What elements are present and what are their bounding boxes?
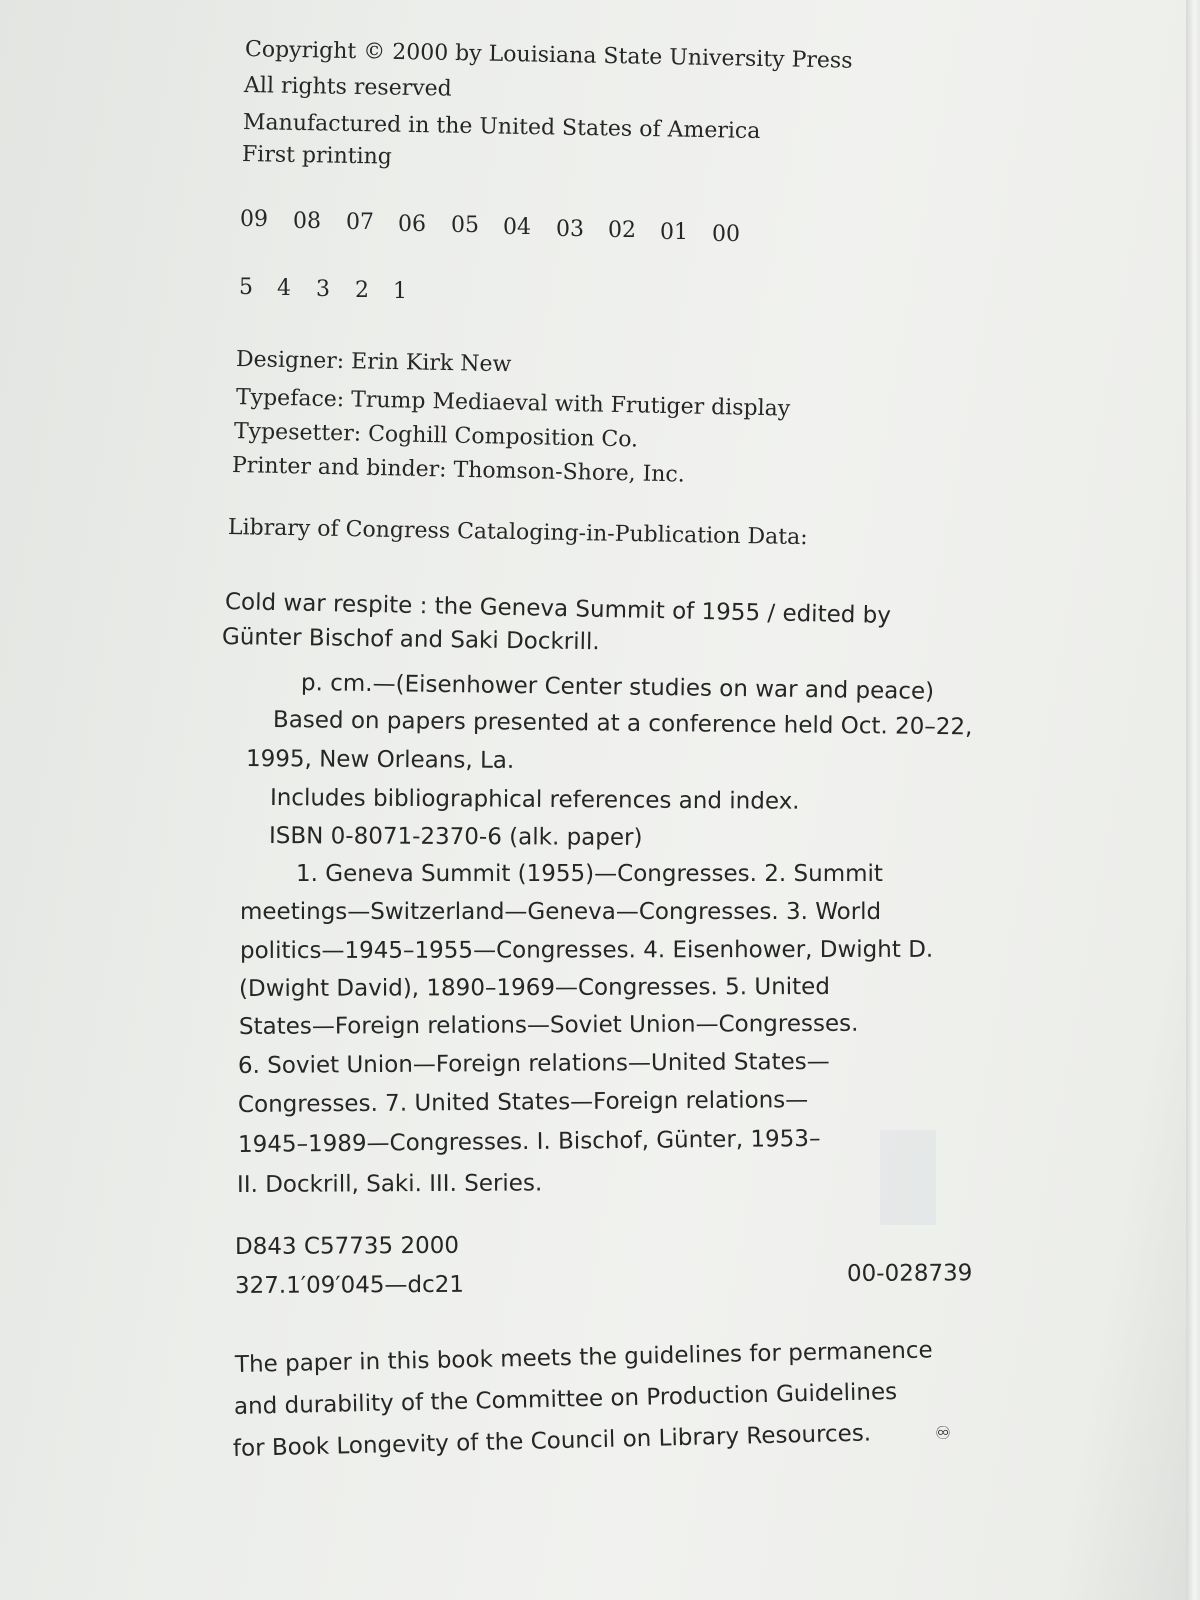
- printing-number: 3: [316, 277, 330, 302]
- cip-line: ISBN 0-8071-2370-6 (alk. paper): [268, 823, 643, 851]
- cip-line: meetings—Switzerland—Geneva—Congresses. 3. World: [240, 899, 882, 925]
- cip-line: 6. Soviet Union—Foreign relations—United States—: [237, 1048, 830, 1079]
- printing-year: 01: [660, 220, 688, 245]
- cip-line: II. Dockrill, Saki. III. Series.: [236, 1170, 543, 1198]
- printing-year: 02: [608, 218, 636, 243]
- printing-number: 4: [277, 276, 291, 301]
- cip-line: 1. Geneva Summit (1955)—Congresses. 2. Summit: [296, 861, 883, 887]
- typesetter-line: Typesetter: Coghill Composition Co.: [233, 419, 639, 453]
- cip-line: States—Foreign relations—Soviet Union—Congresses.: [238, 1010, 859, 1040]
- cip-line: 1995, New Orleans, La.: [245, 746, 515, 774]
- cip-heading: Library of Congress Cataloging-in-Publication Data:: [227, 515, 808, 551]
- copyright-line: Copyright © 2000 by Louisiana State University Press: [244, 37, 853, 74]
- dewey-number: 327.1′09′045—dc21: [234, 1271, 465, 1299]
- cip-line: politics—1945–1955—Congresses. 4. Eisenhower, Dwight D.: [239, 936, 934, 964]
- cip-line: (Dwight David), 1890–1969—Congresses. 5. United: [238, 973, 830, 1002]
- cip-line: Based on papers presented at a conference held Oct. 20–22,: [272, 707, 973, 741]
- designer-line: Designer: Erin Kirk New: [235, 347, 512, 378]
- printing-line: First printing: [241, 142, 393, 170]
- paper-note-line: The paper in this book meets the guidelines for permanence: [234, 1337, 933, 1378]
- manufactured-line: Manufactured in the United States of America: [242, 110, 761, 145]
- printing-number: 2: [355, 278, 369, 303]
- cip-line: p. cm.—(Eisenhower Center studies on war and peace): [300, 670, 935, 705]
- cip-line: Cold war respite : the Geneva Summit of 1955 / edited by: [224, 589, 892, 629]
- printer-line: Printer and binder: Thomson-Shore, Inc.: [231, 453, 686, 488]
- cip-line: 1945–1989—Congresses. I. Bischof, Günter, 1953–: [237, 1125, 821, 1158]
- cip-line: Günter Bischof and Saki Dockrill.: [221, 624, 600, 656]
- permanence-symbol-icon: ♾: [935, 1423, 952, 1444]
- cip-line: Includes bibliographical references and index.: [269, 785, 800, 815]
- lccn-number: 00-028739: [846, 1260, 973, 1287]
- printing-year: 09: [240, 207, 268, 232]
- printing-number: 1: [393, 279, 407, 304]
- printing-year: 00: [712, 222, 740, 247]
- printing-year: 04: [503, 215, 531, 240]
- printing-year: 07: [346, 210, 374, 235]
- paper-note-line: and durability of the Committee on Production Guidelines: [233, 1378, 898, 1420]
- printing-year: 06: [398, 212, 426, 237]
- call-number: D843 C57735 2000: [234, 1232, 460, 1260]
- typeface-line: Typeface: Trump Mediaeval with Frutiger display: [235, 385, 791, 422]
- printing-year: 03: [556, 217, 584, 242]
- paper-note-line: for Book Longevity of the Council on Library Resources.: [232, 1420, 872, 1462]
- cip-line: Congresses. 7. United States—Foreign relations—: [237, 1087, 809, 1118]
- printing-year: 05: [451, 213, 479, 238]
- printing-year: 08: [293, 209, 321, 234]
- printing-number: 5: [239, 275, 253, 300]
- rights-line: All rights reserved: [243, 73, 452, 102]
